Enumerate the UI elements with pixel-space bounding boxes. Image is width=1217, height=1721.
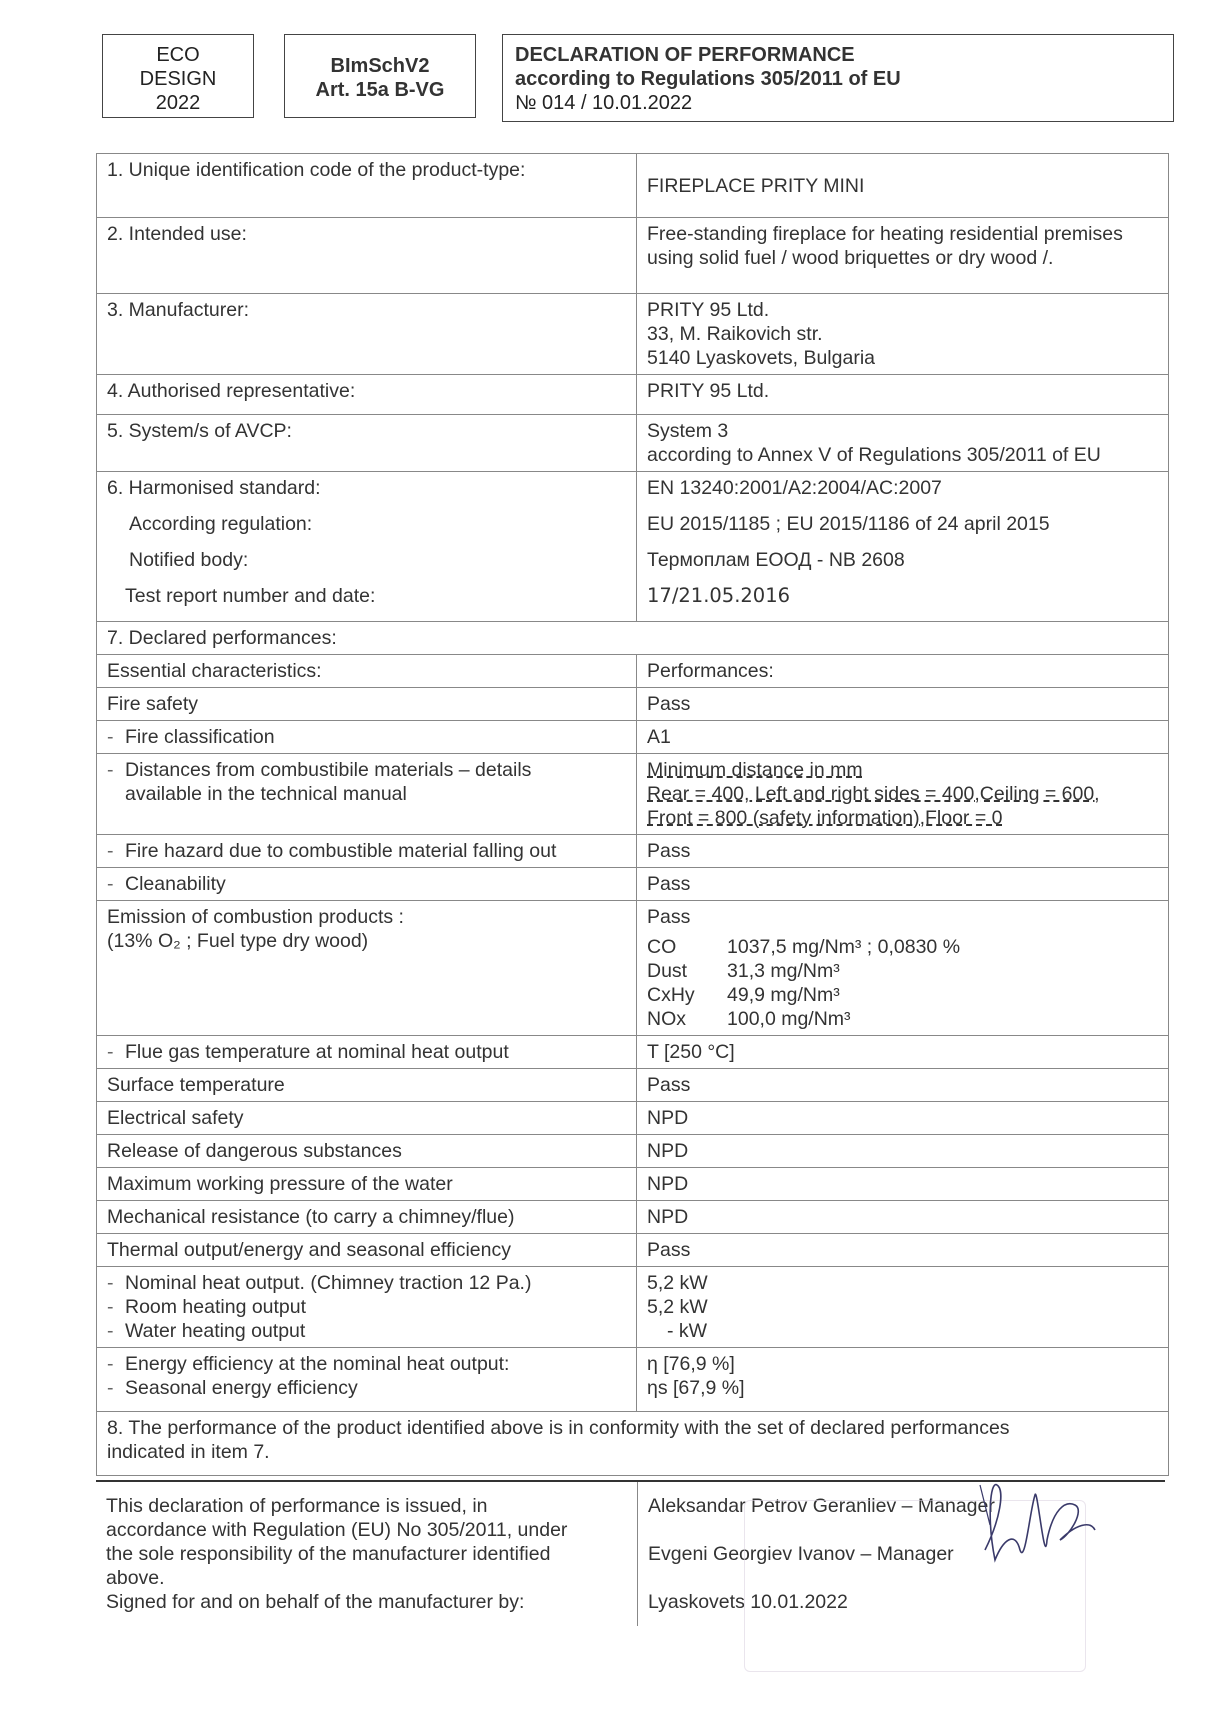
eco-line-3: 2022 (155, 92, 201, 114)
bimschv-line-1: BImSchV2 (330, 55, 430, 77)
table-row (97, 835, 1169, 868)
row3-value (637, 294, 1169, 375)
row5-value-line: System 3 (647, 420, 729, 442)
fire-class-value: A1 (637, 721, 1169, 754)
surface-label: Surface temperature (97, 1069, 637, 1102)
fire-safety-value: Pass (637, 688, 1169, 721)
table-row (97, 1135, 1169, 1168)
eco-line-2: DESIGN (139, 68, 217, 90)
emission-result: Pass (647, 906, 691, 928)
cleanability-value: Pass (637, 868, 1169, 901)
row8-statement (97, 1412, 1169, 1476)
emission-item-name: CO (647, 936, 677, 958)
table-row (97, 688, 1169, 721)
fire-hazard-text: Fire hazard due to combustible material falling out (125, 840, 557, 862)
dop-subtitle: according to Regulations 305/2011 of EU (515, 68, 901, 90)
distances-value-line: Minimum distance in mm (647, 759, 863, 781)
emission-label (97, 901, 637, 1036)
table-row (97, 901, 1169, 1036)
output-label: Room heating output (125, 1296, 307, 1318)
emission-item-name: CxHy (647, 984, 695, 1006)
release-value: NPD (637, 1135, 1169, 1168)
eco-design-box (102, 34, 254, 118)
flue-gas-text: Flue gas temperature at nominal heat output (125, 1041, 509, 1063)
flue-gas-value: T [250 °C] (637, 1036, 1169, 1069)
row3-value-line: 5140 Lyaskovets, Bulgaria (647, 347, 876, 369)
table-row (97, 721, 1169, 754)
table-row (97, 154, 1169, 218)
table-row (97, 1412, 1169, 1476)
row6-label: 6. Harmonised standard: (107, 477, 321, 499)
emission-label-line: Emission of combustion products : (107, 906, 404, 928)
eco-line-1: ECO (156, 44, 200, 66)
output-value: 5,2 kW (647, 1296, 708, 1318)
table-row (97, 1201, 1169, 1234)
table-row (97, 218, 1169, 294)
emission-item-value: 100,0 mg/Nm³ (727, 1008, 851, 1030)
emission-values (637, 901, 1169, 1036)
table-row (97, 415, 1169, 472)
cleanability-label: - Cleanability (97, 868, 637, 901)
table-row (97, 294, 1169, 375)
row6-value: 17/21.05.2016 (647, 584, 791, 607)
row6-value: EN 13240:2001/A2:2004/AC:2007 (647, 477, 942, 499)
essential-label: Essential characteristics: (97, 655, 637, 688)
release-label: Release of dangerous substances (97, 1135, 637, 1168)
table-row (97, 1234, 1169, 1267)
dop-number: № 014 / 10.01.2022 (515, 92, 693, 114)
emission-item-value: 49,9 mg/Nm³ (727, 984, 840, 1006)
signatory-1: Aleksandar Petrov Geranliev – Manager (648, 1495, 995, 1517)
cleanability-text: Cleanability (125, 873, 226, 895)
thermal-value: Pass (637, 1234, 1169, 1267)
row6-label: According regulation: (129, 513, 313, 535)
row5-label: 5. System/s of AVCP: (97, 415, 637, 472)
distances-value (637, 754, 1169, 835)
row5-value (637, 415, 1169, 472)
pressure-label: Maximum working pressure of the water (97, 1168, 637, 1201)
flue-gas-label: - Flue gas temperature at nominal heat output (97, 1036, 637, 1069)
row4-value: PRITY 95 Ltd. (637, 375, 1169, 415)
signatory-2: Evgeni Georgiev Ivanov – Manager (648, 1543, 954, 1565)
footer-statement (96, 1481, 638, 1626)
pressure-value: NPD (637, 1168, 1169, 1201)
mechanical-label: Mechanical resistance (to carry a chimney/flue) (97, 1201, 637, 1234)
thermal-label: Thermal output/energy and seasonal efficiency (97, 1234, 637, 1267)
declaration-table (96, 153, 1169, 1476)
footer-line: Signed for and on behalf of the manufacturer by: (106, 1591, 525, 1613)
efficiency-values (637, 1348, 1169, 1412)
table-row (97, 655, 1169, 688)
fire-safety-label: Fire safety (97, 688, 637, 721)
row2-value-line: using solid fuel / wood briquettes or dry wood /. (647, 247, 1054, 269)
fire-hazard-value: Pass (637, 835, 1169, 868)
row6-labels (97, 472, 637, 622)
bimschv-box (284, 34, 476, 118)
efficiency-labels: - Energy efficiency at the nominal heat output: - Seasonal energy efficiency (97, 1348, 637, 1412)
row3-label: 3. Manufacturer: (97, 294, 637, 375)
row3-value-line: 33, M. Raikovich str. (647, 323, 823, 345)
performances-label: Performances: (637, 655, 1169, 688)
footer-line: This declaration of performance is issued, in (106, 1495, 488, 1517)
efficiency-label: Seasonal energy efficiency (125, 1377, 358, 1399)
output-value: 5,2 kW (647, 1272, 708, 1294)
row1-value: FIREPLACE PRITY MINI (637, 154, 1169, 218)
distances-label: - Distances from combustibile materials – details available in the technical manual (97, 754, 637, 835)
table-row (97, 868, 1169, 901)
efficiency-value: ηs [67,9 %] (647, 1377, 745, 1399)
table-row (97, 622, 1169, 655)
outputs-labels: - Nominal heat output. (Chimney traction 12 Pa.) - Room heating output - Water heating output (97, 1267, 637, 1348)
emission-item-name: Dust (647, 960, 688, 982)
row7-heading: 7. Declared performances: (97, 622, 1169, 655)
electrical-label: Electrical safety (97, 1102, 637, 1135)
fire-hazard-label: - Fire hazard due to combustible material falling out (97, 835, 637, 868)
emission-item-value: 31,3 mg/Nm³ (727, 960, 840, 982)
distances-label-line: Distances from combustibile materials – details (125, 759, 532, 781)
surface-value: Pass (637, 1069, 1169, 1102)
row6-value: Термоплам ЕООД - NB 2608 (647, 549, 905, 571)
fire-class-label: - Fire classification (97, 721, 637, 754)
efficiency-value: η [76,9 %] (647, 1353, 735, 1375)
dop-title: DECLARATION OF PERFORMANCE (515, 44, 855, 66)
row4-label: 4. Authorised representative: (97, 375, 637, 415)
emission-item-value: 1037,5 mg/Nm³ ; 0,0830 % (727, 936, 961, 958)
handwritten-signature (975, 1480, 1105, 1590)
output-label: Nominal heat output. (Chimney traction 12 Pa.) (125, 1272, 532, 1294)
table-row (97, 754, 1169, 835)
row3-value-line: PRITY 95 Ltd. (647, 299, 770, 321)
table-row (97, 1267, 1169, 1348)
table-row (97, 375, 1169, 415)
row2-value (637, 218, 1169, 294)
row2-value-line: Free-standing fireplace for heating residential premises (647, 223, 1123, 245)
row1-label: 1. Unique identification code of the product-type: (97, 154, 637, 218)
emission-item-name: NOx (647, 1008, 686, 1030)
footer-line: the sole responsibility of the manufacturer identified (106, 1543, 551, 1565)
row8-line: indicated in item 7. (107, 1441, 270, 1463)
row6-label: Test report number and date: (125, 585, 376, 607)
footer-line: accordance with Regulation (EU) No 305/2011, under (106, 1519, 568, 1541)
row2-label: 2. Intended use: (97, 218, 637, 294)
table-row (97, 472, 1169, 622)
table-row (97, 1069, 1169, 1102)
place-date: Lyaskovets 10.01.2022 (648, 1591, 848, 1613)
fire-class-text: Fire classification (125, 726, 275, 748)
table-row (97, 1348, 1169, 1412)
row5-value-line: according to Annex V of Regulations 305/2011 of EU (647, 444, 1101, 466)
table-row (97, 1102, 1169, 1135)
row6-label: Notified body: (129, 549, 249, 571)
bimschv-line-2: Art. 15a B-VG (315, 79, 445, 101)
footer-line: above. (106, 1567, 165, 1589)
distances-value-line: Rear = 400, Left and right sides = 400,Ceiling = 600, (647, 783, 1100, 805)
table-row (97, 1036, 1169, 1069)
output-value: - kW (667, 1320, 708, 1342)
row8-line: 8. The performance of the product identified above is in conformity with the set of declared performances (107, 1417, 1010, 1439)
efficiency-label: Energy efficiency at the nominal heat output: (125, 1353, 510, 1375)
dop-header-box (502, 34, 1174, 122)
electrical-value: NPD (637, 1102, 1169, 1135)
emission-label-line: (13% O₂ ; Fuel type dry wood) (107, 930, 369, 952)
table-row (97, 1168, 1169, 1201)
distances-value-line: Front = 800 (safety information),Floor = 0 (647, 807, 1003, 829)
distances-label-line: available in the technical manual (125, 783, 407, 805)
row6-values (637, 472, 1169, 622)
row6-value: EU 2015/1185 ; EU 2015/1186 of 24 april 2015 (647, 513, 1050, 535)
outputs-values (637, 1267, 1169, 1348)
mechanical-value: NPD (637, 1201, 1169, 1234)
output-label: Water heating output (125, 1320, 306, 1342)
